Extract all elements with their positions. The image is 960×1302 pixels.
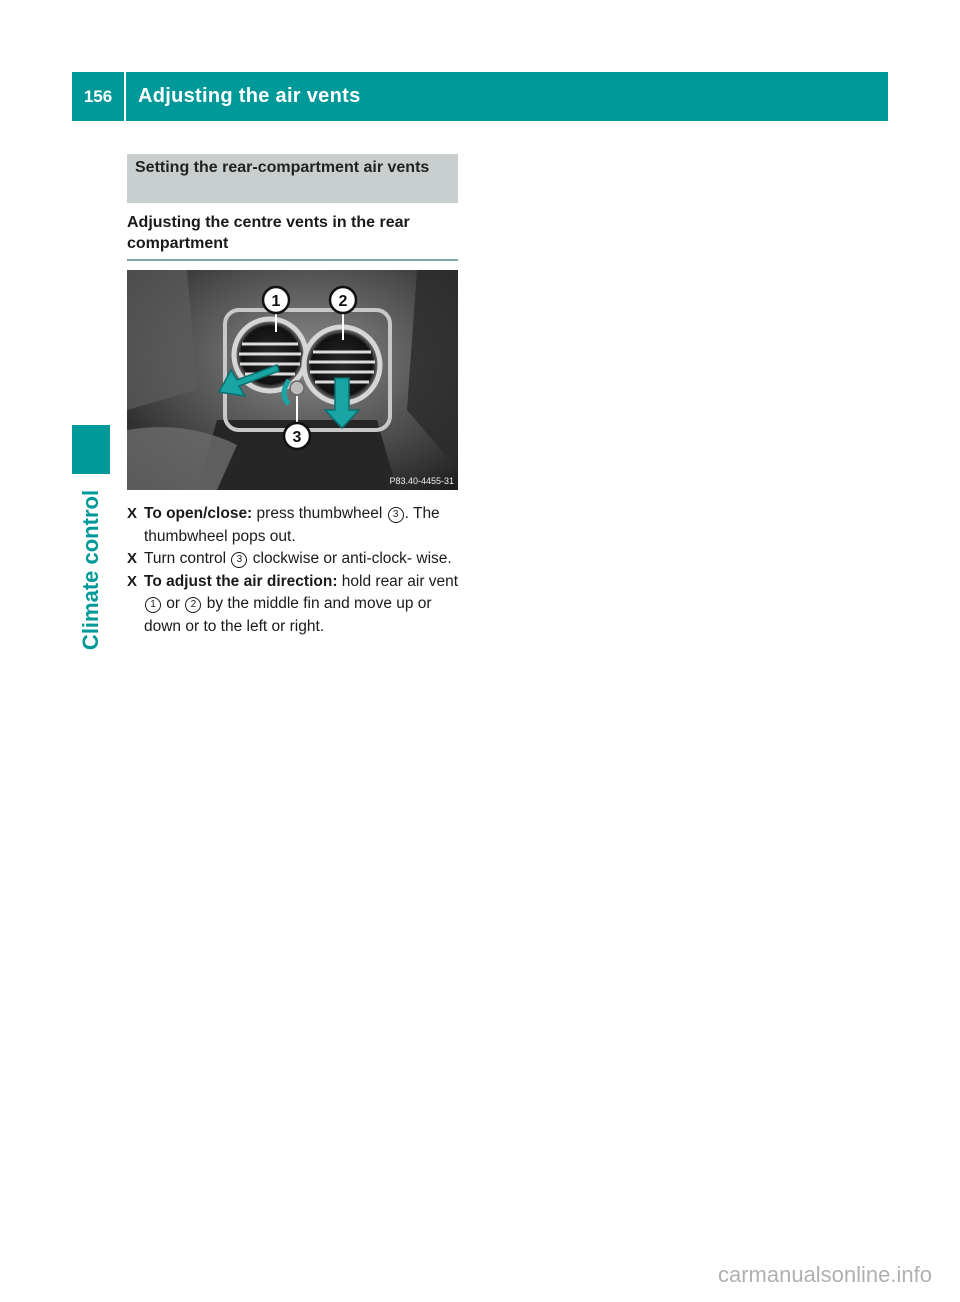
chapter-label-text: Climate control (78, 489, 103, 651)
callout-ref: 3 (231, 552, 247, 568)
section-heading: Setting the rear-compartment air vents (127, 154, 458, 203)
rear-vents-photo (127, 270, 458, 490)
watermark: carmanualsonline.info (717, 1262, 932, 1287)
figure-code: P83.40-4455-31 (389, 476, 454, 486)
svg-text:3: 3 (292, 429, 302, 446)
instruction-step: X To adjust the air direction: hold rear air vent 1 or 2 by the middle fin and move up or down or to the left or right. (127, 572, 459, 635)
instruction-list (127, 503, 462, 638)
step-marker: X (127, 505, 138, 522)
callout-3 (284, 423, 310, 449)
step-marker: X (127, 572, 138, 590)
step-lead: To open/close: (144, 505, 253, 522)
page-number: 156 (72, 72, 126, 121)
chapter-tab-marker (72, 425, 110, 474)
step-lead: To adjust the air direction: (144, 572, 338, 590)
callout-1 (263, 287, 289, 313)
thumbwheel (290, 381, 304, 395)
callout-ref: 1 (145, 597, 161, 613)
rear-vents-illustration (127, 270, 458, 490)
instruction-step: X To open/close: press thumbwheel 3 . The thumbwheel pops out. (127, 505, 440, 545)
chapter-label (72, 480, 110, 660)
step-marker: X (127, 550, 138, 567)
page-title: Adjusting the air vents (138, 85, 361, 107)
callout-ref: 2 (185, 597, 201, 613)
svg-text:1: 1 (271, 293, 281, 310)
page-header (72, 72, 888, 121)
subsection-heading: Adjusting the centre vents in the rear compartment (127, 214, 410, 252)
instruction-step: X Turn control 3 clockwise or anti-clock- wise. (127, 548, 462, 571)
svg-text:2: 2 (338, 293, 348, 310)
callout-2 (330, 287, 356, 313)
callout-ref: 3 (388, 507, 404, 523)
heading-divider (127, 259, 458, 261)
